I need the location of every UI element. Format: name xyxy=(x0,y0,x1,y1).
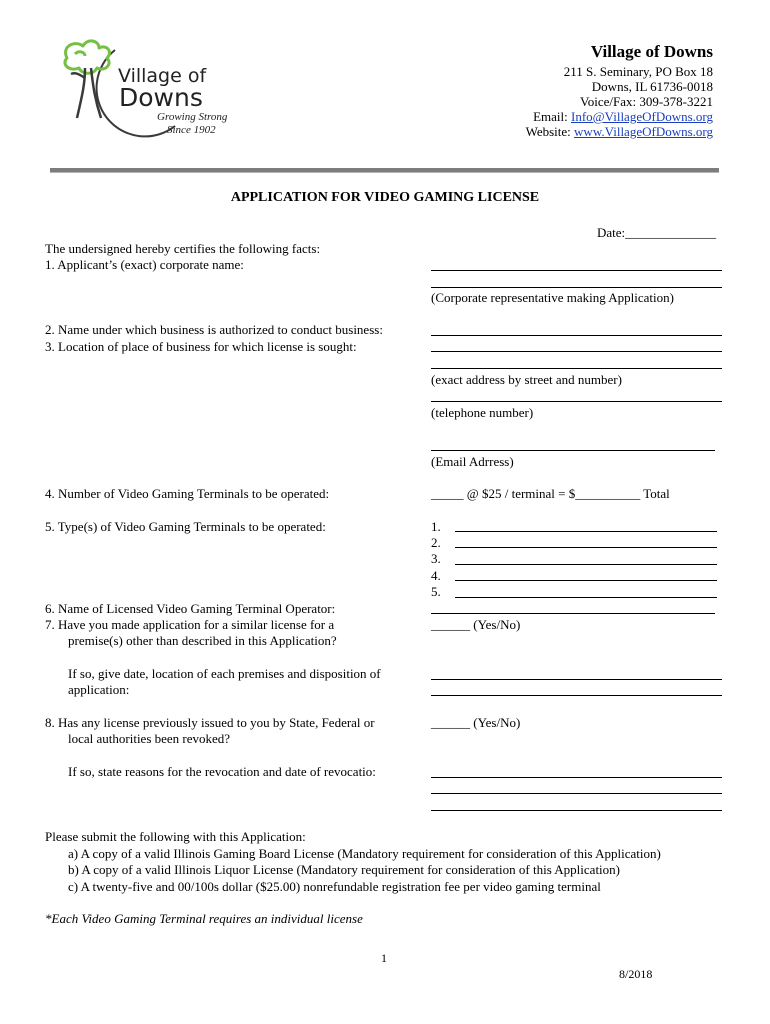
terminal-type-field[interactable] xyxy=(455,580,717,581)
intro-text: The undersigned hereby certifies the following facts: xyxy=(45,241,321,256)
item-5-label: 5. Type(s) of Video Gaming Terminals to be operated: xyxy=(45,519,326,534)
item-7-followup-field[interactable] xyxy=(431,679,722,680)
village-logo xyxy=(55,38,235,150)
item-3-label: 3. Location of place of business for which license is sought: xyxy=(45,339,357,354)
item-8-label-line-2: local authorities been revoked? xyxy=(68,731,231,746)
terminal-type-number: 5. xyxy=(431,584,441,599)
item-3-email-hint: (Email Adrress) xyxy=(431,454,514,469)
item-8-followup-field[interactable] xyxy=(431,810,722,811)
logo-tagline: Growing Strong xyxy=(157,111,228,123)
item-6-field[interactable] xyxy=(431,613,715,614)
page-number: 1 xyxy=(381,951,387,965)
item-8-followup-field[interactable] xyxy=(431,793,722,794)
logo-downs: Downs xyxy=(119,83,203,112)
terminal-type-number: 4. xyxy=(431,568,441,583)
submit-intro: Please submit the following with this Application: xyxy=(45,829,306,844)
submit-item-c: c) A twenty-five and 00/100s dollar ($25.00) nonrefundable registration fee per video gaming terminal xyxy=(68,879,601,894)
item-7-followup-field[interactable] xyxy=(431,695,722,696)
item-4-label: 4. Number of Video Gaming Terminals to be operated: xyxy=(45,486,330,501)
website-label: Website: xyxy=(525,124,575,139)
terminal-type-field[interactable] xyxy=(455,597,717,598)
submit-item-b: b) A copy of a valid Illinois Liquor License (Mandatory requirement for consideration of this Application) xyxy=(68,862,620,877)
item-2-label: 2. Name under which business is authorized to conduct business: xyxy=(45,322,383,337)
header-divider xyxy=(50,168,719,173)
address-line-1: 211 S. Seminary, PO Box 18 xyxy=(563,64,713,79)
terminal-type-number: 3. xyxy=(431,551,441,566)
letterhead xyxy=(413,42,713,139)
item-8-label-line-1: 8. Has any license previously issued to you by State, Federal or xyxy=(45,715,375,730)
item-8-followup-field[interactable] xyxy=(431,777,722,778)
terminal-type-field[interactable] xyxy=(455,547,717,548)
item-7-followup-line-2: application: xyxy=(68,682,130,697)
item-2-field[interactable] xyxy=(431,335,722,336)
item-7-followup-line-1: If so, give date, location of each premises and disposition of xyxy=(68,666,381,681)
logo-village-of: Village of xyxy=(118,65,207,87)
website-link[interactable]: www.VillageOfDowns.org xyxy=(574,124,713,139)
logo-since: Since 1902 xyxy=(167,124,216,136)
item-8-followup: If so, state reasons for the revocation and date of revocatio: xyxy=(68,764,376,779)
item-3-field[interactable] xyxy=(431,351,722,352)
email-link[interactable]: Info@VillageOfDowns.org xyxy=(570,109,713,124)
terminal-type-number: 1. xyxy=(431,519,441,534)
item-1-field[interactable] xyxy=(431,270,722,271)
item-3-phone-field[interactable] xyxy=(431,401,722,402)
item-4-calculation[interactable]: _____ @ $25 / terminal = $__________ Total xyxy=(431,486,670,501)
item-7-label-line-1: 7. Have you made application for a similar license for a xyxy=(45,617,335,632)
item-3-address-field[interactable] xyxy=(431,368,722,369)
website-line xyxy=(413,124,713,139)
license-note: *Each Video Gaming Terminal requires an individual license xyxy=(45,911,363,926)
terminal-type-field[interactable] xyxy=(455,564,717,565)
item-7-yes-no[interactable]: ______ (Yes/No) xyxy=(431,617,521,632)
item-1-label: 1. Applicant’s (exact) corporate name: xyxy=(45,257,244,272)
email-label: Email: xyxy=(533,109,571,124)
email-line xyxy=(413,109,713,124)
terminal-type-number: 2. xyxy=(431,535,441,550)
revision-date: 8/2018 xyxy=(619,967,653,981)
item-3-phone-hint: (telephone number) xyxy=(431,405,534,420)
item-6-label: 6. Name of Licensed Video Gaming Terminal Operator: xyxy=(45,601,336,616)
item-7-label-line-2: premise(s) other than described in this Application? xyxy=(68,633,337,648)
item-8-yes-no[interactable]: ______ (Yes/No) xyxy=(431,715,521,730)
page-title: APPLICATION FOR VIDEO GAMING LICENSE xyxy=(230,190,540,205)
submit-item-a: a) A copy of a valid Illinois Gaming Board License (Mandatory requirement for consideration of this Application) xyxy=(68,846,661,861)
item-3-address-hint: (exact address by street and number) xyxy=(431,372,622,387)
date-field[interactable]: Date:______________ xyxy=(597,225,717,240)
item-1-rep-field[interactable] xyxy=(431,287,722,288)
org-name: Village of Downs xyxy=(590,42,713,61)
terminal-type-field[interactable] xyxy=(455,531,717,532)
item-3-email-field[interactable] xyxy=(431,450,715,451)
phone-line: Voice/Fax: 309-378-3221 xyxy=(580,94,713,109)
item-1-hint: (Corporate representative making Application) xyxy=(431,290,674,305)
address-line-2: Downs, IL 61736-0018 xyxy=(591,79,713,94)
